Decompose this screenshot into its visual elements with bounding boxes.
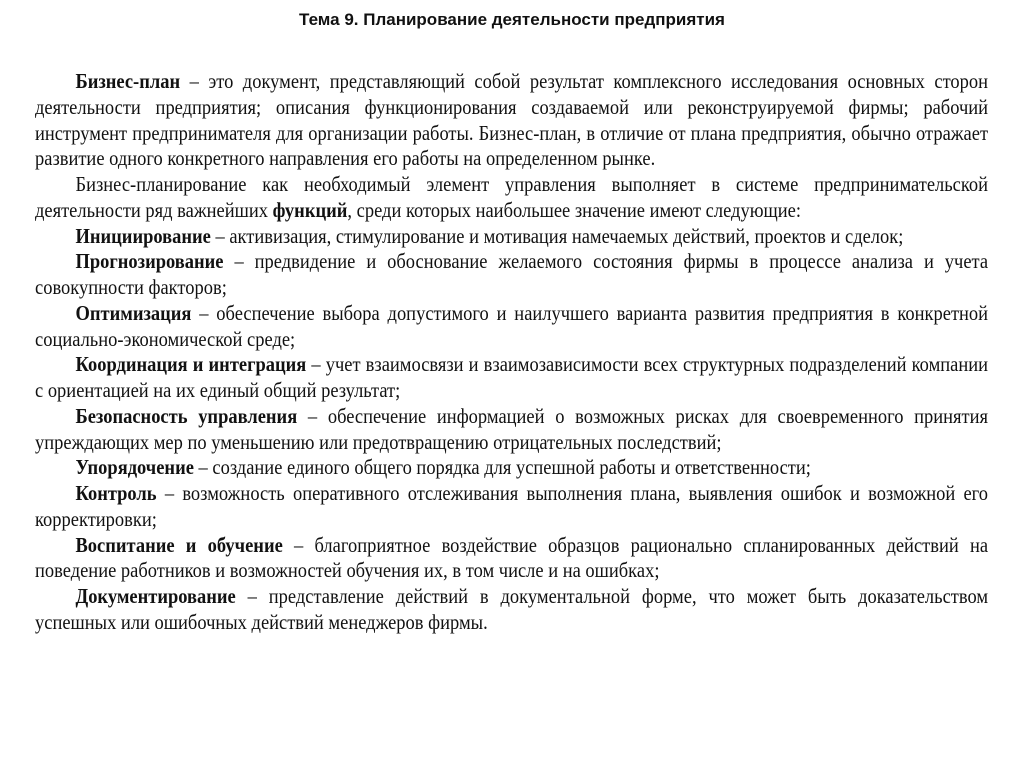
bold-term: Прогнозирование bbox=[75, 249, 224, 274]
page-title: Тема 9. Планирование деятельности предприятия bbox=[299, 10, 725, 29]
paragraph bbox=[35, 172, 988, 224]
paragraph-text: – это документ, представляющий собой результат комплексного исследования основных сторон деятельности предприятия; описания функционирования создаваемой или реконструируемой фирмы; рабочий инструмент предпринимателя для организации работы. Бизнес-план, в отличие от плана предприятия, обычно отражает развитие одного конкретного направления его работы на определенном рынке. bbox=[35, 69, 989, 171]
bold-term: Безопасность управления bbox=[75, 403, 298, 428]
paragraph-text: – учет взаимосвязи и взаимозависимости всех структурных подразделений компании с ориентацией на их единый общий результат; bbox=[35, 352, 989, 402]
bold-term: Оптимизация bbox=[75, 300, 192, 325]
bold-term: Бизнес-план bbox=[75, 69, 181, 93]
paragraph-text: – возможность оперативного отслеживания выполнения плана, выявления ошибок и возможной его корректировки; bbox=[35, 481, 989, 531]
paragraph-text: Бизнес-планирование как необходимый элемент управления выполняет в системе предпринимательской деятельности ряд важнейших bbox=[35, 172, 989, 222]
paragraph-text: – предвидение и обоснование желаемого состояния фирмы в процессе анализа и учета совокупности факторов; bbox=[35, 249, 989, 299]
bold-term: Инициирование bbox=[75, 223, 211, 248]
paragraph-text: – обеспечение информацией о возможных рисках для своевременного принятия упреждающих мер по уменьшению или предотвращению отрицательных последствий; bbox=[35, 403, 989, 454]
paragraph bbox=[35, 481, 988, 533]
bold-term: Координация и интеграция bbox=[75, 352, 307, 377]
paragraph bbox=[35, 455, 988, 481]
paragraph-text: – представление действий в документальной форме, что может быть доказательством успешных или ошибочных действий менеджеров фирмы. bbox=[35, 584, 989, 634]
bold-term: функций bbox=[272, 197, 348, 222]
paragraph bbox=[35, 224, 988, 250]
paragraph bbox=[35, 352, 988, 404]
paragraph-text: – благоприятное воздействие образцов рационально спланированных действий на поведение работников и возможностей обучения их, в том числе и на ошибках; bbox=[35, 532, 989, 583]
bold-term: Контроль bbox=[75, 481, 157, 505]
paragraph bbox=[35, 301, 988, 353]
bold-term: Воспитание и обучение bbox=[75, 532, 283, 557]
paragraph bbox=[35, 584, 988, 636]
paragraph-text: , среди которых наибольшее значение имеют следующие: bbox=[347, 197, 801, 222]
paragraph bbox=[35, 69, 988, 172]
bold-term: Документирование bbox=[75, 584, 236, 608]
paragraph bbox=[35, 533, 988, 585]
paragraph bbox=[35, 404, 988, 456]
paragraph-text: – активизация, стимулирование и мотивация намечаемых действий, проектов и сделок; bbox=[210, 223, 904, 248]
paragraph bbox=[35, 249, 988, 301]
document-body bbox=[35, 69, 988, 636]
paragraph-text: – создание единого общего порядка для успешной работы и ответственности; bbox=[193, 455, 811, 480]
paragraph-text: – обеспечение выбора допустимого и наилучшего варианта развития предприятия в конкретной социально-экономической среде; bbox=[35, 300, 989, 351]
bold-term: Упорядочение bbox=[75, 455, 194, 480]
